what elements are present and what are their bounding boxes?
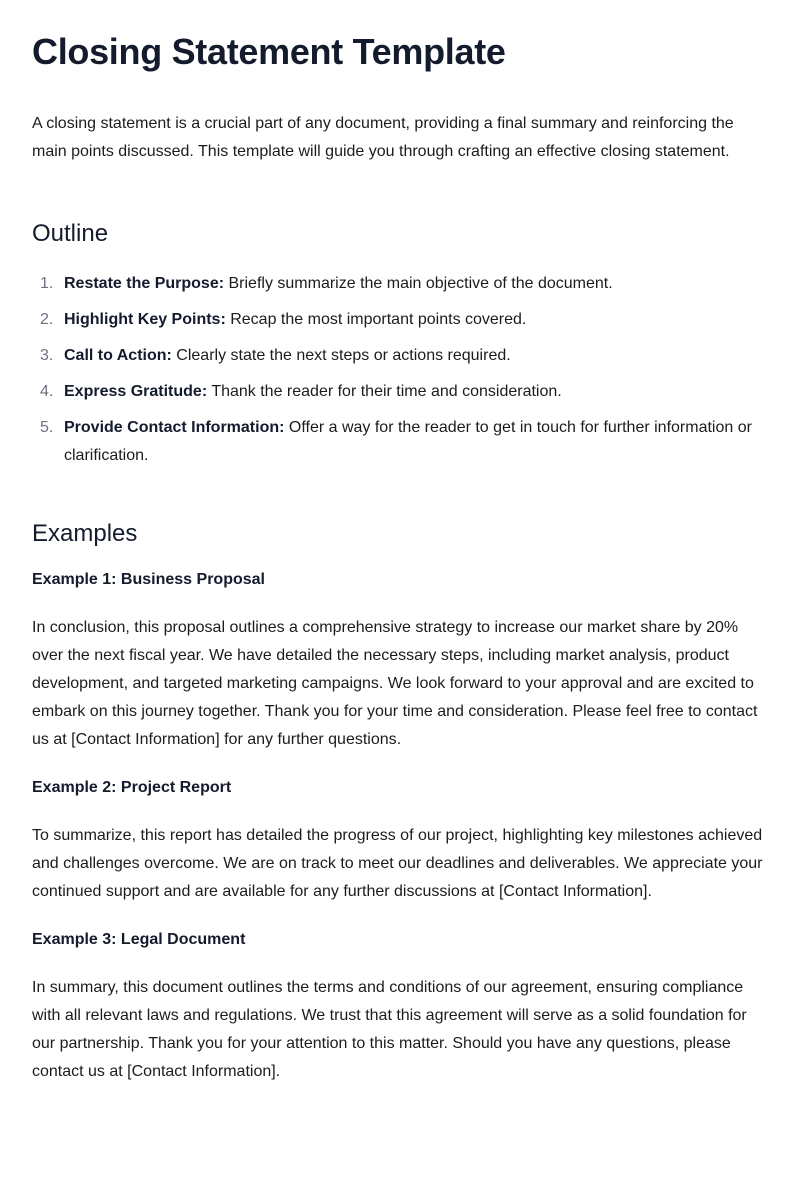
examples-heading: Examples xyxy=(32,520,138,547)
outline-item-text: Recap the most important points covered. xyxy=(225,311,527,328)
outline-item-term: Call to Action: xyxy=(64,347,172,364)
outline-item xyxy=(32,342,768,370)
outline-item xyxy=(32,306,768,334)
outline-item-number: 3. xyxy=(40,347,54,364)
page-title: Closing Statement Template xyxy=(32,31,506,72)
example-body: To summarize, this report has detailed the progress of our project, highlighting key milestones achieved and challenges overcome. We are on track to meet our deadlines and deliverables. We appreciate your continued support and are available for any further discussions at [Contact Information]. xyxy=(32,827,763,900)
intro-paragraph: A closing statement is a crucial part of any document, providing a final summary and reinforcing the main points discussed. This template will guide you through crafting an effective closing statement. xyxy=(32,115,734,160)
outline-item-text: Thank the reader for their time and consideration. xyxy=(207,383,562,400)
outline-item-number: 5. xyxy=(40,419,54,436)
outline-item xyxy=(32,270,768,298)
outline-item-number: 1. xyxy=(40,275,54,292)
example-title: Example 3: Legal Document xyxy=(32,931,246,948)
example-body: In summary, this document outlines the terms and conditions of our agreement, ensuring compliance with all relevant laws and regulations. We trust that this agreement will serve as a solid foundation for our partnership. Thank you for your attention to this matter. Should you have any questions, please contact us at [Contact Information]. xyxy=(32,979,747,1080)
outline-item-term: Express Gratitude: xyxy=(64,383,208,400)
example-title: Example 2: Project Report xyxy=(32,779,232,796)
outline-heading: Outline xyxy=(32,220,109,247)
example-title: Example 1: Business Proposal xyxy=(32,571,265,588)
outline-item-number: 2. xyxy=(40,311,54,328)
outline-item-number: 4. xyxy=(40,383,54,400)
outline-item-text: Clearly state the next steps or actions required. xyxy=(171,347,511,364)
example-body: In conclusion, this proposal outlines a comprehensive strategy to increase our market share by 20% over the next fiscal year. We have detailed the necessary steps, including market analysis, product development, and targeted marketing campaigns. We look forward to your approval and are excited to embark on this journey together. Thank you for your time and consideration. Please feel free to contact us at [Contact Information] for any further questions. xyxy=(32,619,758,748)
outline-item-term: Highlight Key Points: xyxy=(64,311,226,328)
outline-item-text: Briefly summarize the main objective of the document. xyxy=(224,275,613,292)
outline-item-text: Offer a way for the reader to get in touch for further information or clarification. xyxy=(64,419,752,464)
outline-list xyxy=(32,270,768,470)
outline-item-term: Restate the Purpose: xyxy=(64,275,225,292)
outline-item xyxy=(32,414,768,470)
outline-item-term: Provide Contact Information: xyxy=(64,419,285,436)
outline-item xyxy=(32,378,768,406)
